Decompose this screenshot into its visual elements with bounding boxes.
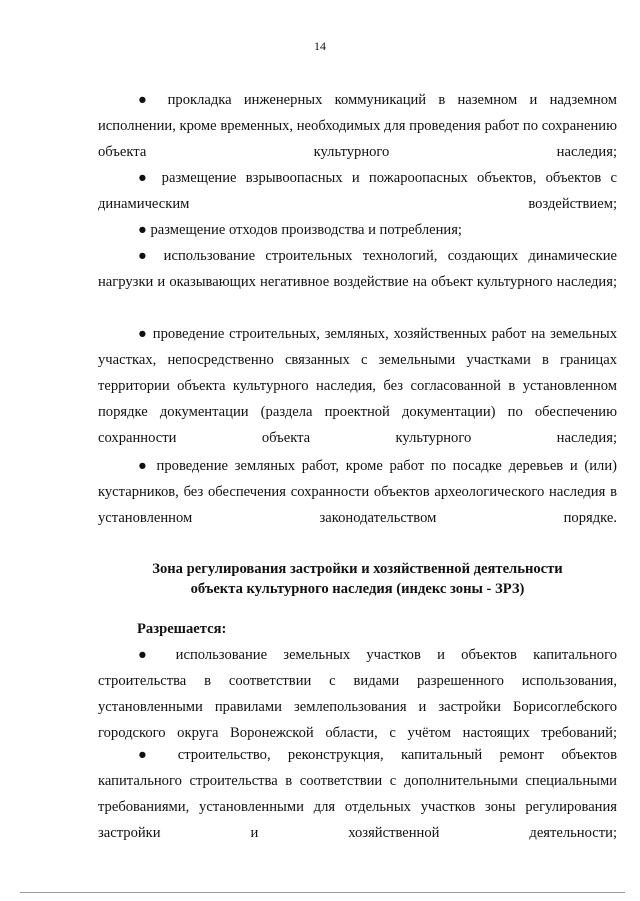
bullet-paragraph: ● проведение земляных работ, кроме работ по посадке деревьев и (или) кустарников, без обеспечения сохранности объектов археологического наследия в установленном законодательством порядке.	[98, 458, 617, 526]
scan-edge-line	[20, 892, 625, 893]
bullet-paragraph: ● использование строительных технологий, создающих динамические нагрузки и оказывающих негативное воздействие на объект культурного наследия;	[98, 248, 617, 290]
allowed-bullet-paragraph: ● использование земельных участков и объектов капитального строительства в соответствии с видами разрешенного использования, установленными правилами землепользования и застройки Борисоглебского городского округа Воронежской области, с учётом настоящих требований;	[98, 647, 617, 741]
zone-heading-line-2: объекта культурного наследия (индекс зоны - ЗРЗ)	[190, 581, 525, 597]
bullet-paragraph: ● прокладка инженерных коммуникаций в наземном и надземном исполнении, кроме временных, необходимых для проведения работ по сохранению объекта культурного наследия;	[98, 92, 617, 160]
allowed-bullet-paragraph: ● строительство, реконструкция, капитальный ремонт объектов капитального строительства в соответствии с дополнительными специальными требованиями, установленными для отдельных участков зоны регулирования застройки и хозяйственной деятельности;	[98, 747, 617, 841]
bullet-paragraph: ● проведение строительных, земляных, хозяйственных работ на земельных участках, непосредственно связанных с земельными участками в границах территории объекта культурного наследия, без согласованной в установленном порядке документации (раздела проектной документации) по обеспечению сохранности объекта культурного наследия;	[98, 326, 617, 446]
allowed-label: Разрешается:	[137, 621, 227, 637]
bullet-paragraph: ● размещение отходов производства и потребления;	[138, 222, 462, 238]
zone-heading-line-1: Зона регулирования застройки и хозяйственной деятельности	[152, 561, 563, 577]
page-number: 14	[314, 39, 326, 53]
bullet-paragraph: ● размещение взрывоопасных и пожароопасных объектов, объектов с динамическим воздействием;	[98, 170, 617, 212]
